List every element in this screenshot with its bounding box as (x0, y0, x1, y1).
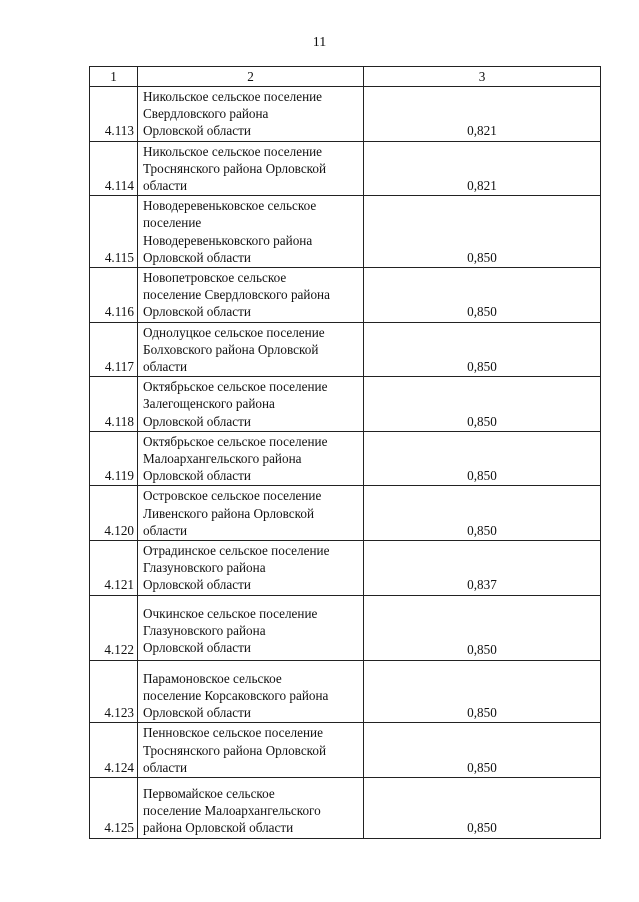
coefficient-value: 0,850 (364, 723, 601, 778)
coefficient-value: 0,850 (364, 196, 601, 268)
row-number: 4.123 (90, 660, 138, 723)
table-row (90, 595, 601, 660)
table-row (90, 660, 601, 723)
header-col-3: 3 (364, 67, 601, 87)
header-col-2: 2 (138, 67, 364, 87)
settlement-name-line: Парамоновское сельское (143, 670, 282, 686)
settlement-name-line: Малоархангельского района (143, 451, 302, 467)
settlement-name-line: Болховского района Орловской (143, 341, 319, 357)
settlement-name-line: Отрадинское сельское поселение (143, 543, 330, 559)
settlement-name-line: поселение (143, 215, 202, 231)
settlement-name-line: Ливенского района Орловской (143, 505, 315, 521)
settlement-name (138, 141, 364, 196)
settlement-name-line: Никольское сельское поселение (143, 89, 323, 104)
table-row (90, 431, 601, 486)
settlement-name-line: области (143, 522, 188, 538)
settlement-name-line: Орловской области (143, 577, 251, 593)
settlement-name (138, 595, 364, 660)
settlement-name (138, 486, 364, 541)
settlement-name (138, 660, 364, 723)
data-table (89, 66, 601, 839)
table-row (90, 87, 601, 142)
settlement-name (138, 777, 364, 838)
table-row (90, 322, 601, 377)
table-row (90, 723, 601, 778)
settlement-name-line: Октябрьское сельское поселение (143, 433, 328, 449)
table-row (90, 486, 601, 541)
settlement-name-line: Орловской области (143, 249, 251, 265)
settlement-name-line: Островское сельское поселение (143, 488, 322, 504)
settlement-name-line: области (143, 759, 188, 775)
header-row (90, 67, 601, 87)
row-number: 4.122 (90, 595, 138, 660)
settlement-name-line: Новопетровское сельское (143, 270, 287, 286)
settlement-name-line: Орловской области (143, 123, 251, 139)
settlement-name (138, 723, 364, 778)
coefficient-value: 0,821 (364, 141, 601, 196)
coefficient-value: 0,850 (364, 268, 601, 323)
row-number: 4.118 (90, 377, 138, 432)
settlement-name (138, 541, 364, 596)
settlement-name-line: Очкинское сельское поселение (143, 605, 318, 621)
table-row (90, 196, 601, 268)
table-row (90, 541, 601, 596)
settlement-name-line: поселение Малоархангельского (143, 803, 321, 819)
settlement-name-line: Никольское сельское поселение (143, 143, 323, 159)
settlement-name-line: Орловской области (143, 640, 251, 656)
page-number: 11 (312, 35, 327, 50)
settlement-name-line: Орловской области (143, 413, 251, 429)
settlement-name-line: Залегощенского района (143, 396, 275, 412)
row-number: 4.114 (90, 141, 138, 196)
settlement-name-line: Троснянского района Орловской (143, 160, 327, 176)
settlement-name-line: Новодеревеньковское сельское (143, 198, 317, 214)
settlement-name (138, 431, 364, 486)
row-number: 4.121 (90, 541, 138, 596)
table-row (90, 777, 601, 838)
settlement-name-line: области (143, 359, 188, 375)
settlement-name-line: Новодеревеньковского района (143, 232, 313, 248)
coefficient-value: 0,850 (364, 377, 601, 432)
coefficient-value: 0,850 (364, 660, 601, 723)
settlement-name-line: района Орловской области (143, 820, 294, 836)
coefficient-value: 0,850 (364, 322, 601, 377)
settlement-name-line: Свердловского района (143, 106, 269, 122)
settlement-name (138, 87, 364, 142)
table-row (90, 268, 601, 323)
settlement-name-line: поселение Корсаковского района (143, 687, 329, 703)
settlement-name-line: Глазуновского района (143, 622, 266, 638)
settlement-name-line: Троснянского района Орловской (143, 742, 327, 758)
table-row (90, 377, 601, 432)
row-number: 4.119 (90, 431, 138, 486)
settlement-name-line: Пенновское сельское поселение (143, 725, 323, 741)
settlement-name-line: Первомайское сельское (143, 785, 275, 801)
coefficient-value: 0,850 (364, 595, 601, 660)
row-number: 4.124 (90, 723, 138, 778)
row-number: 4.117 (90, 322, 138, 377)
header-col-1: 1 (90, 67, 138, 87)
settlement-name-line: Октябрьское сельское поселение (143, 379, 328, 395)
coefficient-value: 0,821 (364, 87, 601, 142)
settlement-name-line: Орловской области (143, 705, 251, 721)
row-number: 4.125 (90, 777, 138, 838)
settlement-name (138, 322, 364, 377)
settlement-name-line: области (143, 178, 188, 194)
coefficient-value: 0,850 (364, 431, 601, 486)
coefficient-value: 0,837 (364, 541, 601, 596)
settlement-name-line: Орловской области (143, 468, 251, 484)
settlement-name-line: поселение Свердловского района (143, 287, 330, 303)
row-number: 4.120 (90, 486, 138, 541)
settlement-name (138, 377, 364, 432)
row-number: 4.115 (90, 196, 138, 268)
settlement-name-line: Орловской области (143, 304, 251, 320)
table-row (90, 141, 601, 196)
settlement-name (138, 268, 364, 323)
row-number: 4.113 (90, 87, 138, 142)
coefficient-value: 0,850 (364, 777, 601, 838)
settlement-name-line: Глазуновского района (143, 560, 266, 576)
coefficient-value: 0,850 (364, 486, 601, 541)
settlement-name-line: Однолуцкое сельское поселение (143, 324, 325, 340)
settlement-name (138, 196, 364, 268)
row-number: 4.116 (90, 268, 138, 323)
